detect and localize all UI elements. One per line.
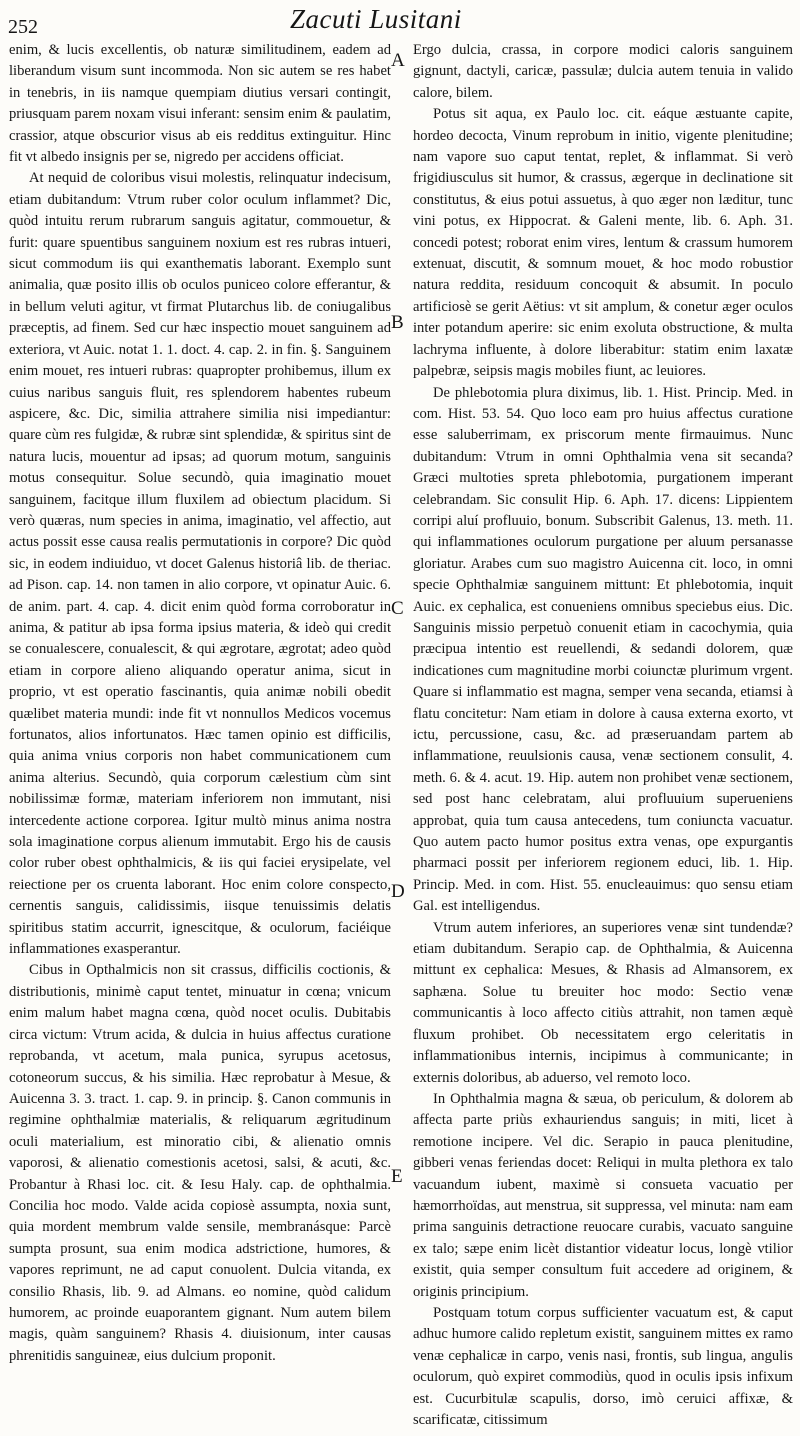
paragraph: Cibus in Opthalmicis non sit crassus, difficilis coctionis, & distributionis, minimè caput tentet, minuatur in cœna; vnicum enim malum habet magna cœna, quòd nocet oculis. Dubitabis circa victum: Vtrum acida, & dulcia in huius affectus curatione reprobanda, vt acetum, mala punica, syrupus acetosus, cotoneorum succus, & his similia. Hæc reprobatur à Mesue, & Auicenna 3. 3. tract. 1. cap. 9. in princip. §. Canon communis in regimine ophthalmiæ materialis, & reliquarum ægritudinum oculi materialium, est minoratio cibi, & alienatio omnis vaporosi, & alienatio comestionis acetosi, salsi, & acuti, &c. Probantur à Rhasi loc. cit. & Iesu Haly. cap. de ophthalmia. Concilia hoc modo. Valde acida copiosè assumpta, noxia sunt, quia mordent membrum valde sensile, membranásque: Parcè sumpta prosunt, sua enim modica adstrictione, humores, & vapores reprimunt, ne ad caput conuolent. Dulcia vitanda, ex consilio Rhasis, lib. 9. ad Almans. eo nomine, quòd calidum humorem, ac proinde euaporantem gignant. Num autem bilem magis, quàm sanguinem? Rhasis 4. diuisionum, inter causas phrenitidis sanguineæ, eius dulcium proponit. bbox=[9, 962, 391, 1364]
margin-letter-c: C bbox=[391, 598, 404, 619]
paragraph: enim, & lucis excellentis, ob naturæ similitudinem, eadem ad liberandum visum sunt incommoda. Non sic autem se res habet in tenebris, in iis namque quempiam diutius versari contingit, priusquam parem noxam visui inferant: sensim enim & paulatim, crassior, atque obscurior visus ab eis redditus extinguitur. Hinc fit vt albedo insignis per se, nigredo per accidens officiat. bbox=[9, 42, 391, 166]
page-header bbox=[0, 0, 800, 44]
paragraph: At nequid de coloribus visui molestis, relinquatur indecisum, etiam dubitandum: Vtrum ruber color oculum inflammet? Dic, quòd intuitu rerum rubrarum sanguis agitatur, commouetur, & furit: quare spuentibus sanguinem noxium est res rubras intueri, sicut commodum iis qui exanthematis laborant. Exemplo sunt animalia, quæ posito illis ob oculos puniceo colore efferantur, & in bellum veluti agitur, vt firmat Plutarchus lib. de coniugalibus præceptis, ad finem. Sed cur hæc inspectio mouet sanguinem ad exteriora, vt Auic. notat 1. 1. doct. 4. cap. 2. in fin. §. Sanguinem enim mouet, res intueri rubras: quapropter prohibemus, illum ex cuius naribus sanguis fluit, res splendorem habentes rubeum aspicere, &c. Dic, similia attrahere similia nisi impediantur: quare cùm res fulgidæ, & rubræ sint splendidæ, & spiritus sint de natura lucis, mouentur ad ipsas; ad quorum motum, sanguinis motus consequitur. Solue secundò, quia imaginatio mouet sanguinem, facitque illum fluxilem ad obiectum placidum. Si verò quæras, num species in anima, imaginatio, vel affectio, aut actus possit esse causa realis permutationis in corpore? Dic quòd sic, in eodem indiuiduo, vt docet Galenus historiâ lib. de theriac. ad Pison. cap. 14. non tamen in alio corpore, vt opinatur Auic. 6. de anim. part. 4. cap. 4. dicit enim quòd forma corroboratur in anima, & patitur ab ipsa forma ipsius materia, & ideò qui credit se conualescere, conualescit, & qui ægrotare, ægrotat; adeo quòd etiam in corpore alieno aliquando operatur anima, sicut in proprio, vt est operatio fascinantis, quia animæ nobili obedit quælibet materia mundi: inde fit vt nonnullos Medicos vocemus fortunatos, alios infortunatos. Hæc tamen opinio est difficilis, quia anima vnius corporis non habet communicationem cum anima alterius. Secundò, quia corporum cælestium cùm sint nobilissimæ formæ, materiam inferiorem non immutant, nisi intercedente actione corporea. Igitur multò minus anima nostra sola imaginatione corpus alienum immutabit. Ergo his de causis color ruber obest ophthalmicis, & iis qui faciei erysipelate, vel reiectione per os cruenta laborant. Hoc enim colore conspecto, cernentis sanguis, calidissimis, iisque tenuissimis delatis spiritibus statim accurrit, ignescitque, & oculorum, faciéique inflammationes exasperantur. bbox=[9, 170, 391, 958]
paragraph: Postquam totum corpus sufficienter vacuatum est, & caput adhuc humore calido repletum existit, sanguinem mittes ex ramo venæ cephalicæ in carpo, venis nasi, frontis, sub lingua, angulis oculorum, quò expiret commodiùs, quod in oculis ipsis infixum est. Cucurbitulæ scapulis, dorso, imò ceruici affixæ, & scarificatæ, citissimum bbox=[413, 1304, 793, 1428]
paragraph: Potus sit aqua, ex Paulo loc. cit. eáque æstuante capite, hordeo decocta, Vinum reprobum in initio, vigente plenitudine; nam vapore suo caput tentat, replet, & inflammat. Si verò frigidiusculus sit humor, & crassus, ægerque in declinatione sit constitutus, & eius potui assuetus, à quo æger non læditur, tunc vini potus, ex Hippocrat. & Galeni mente, lib. 6. Aph. 31. concedi potest; roborat enim vires, lentum & crassum humorem extenuat, discutit, & somnum mouet, & hoc modo robustior natura reddita, residuum concoquit & absumit. In poculo artificiosè se gerit Aëtius: vt sit amplum, & conetur æger oculos inter potandum aperire: sic enim exoluta obstructione, & multa lachryma influente, à dolore liberabitur: statim enim laxatæ palpebræ, seipsis magis mobiles fiunt, ac leuiores. bbox=[413, 106, 793, 380]
right-column bbox=[413, 40, 793, 1430]
paragraph: In Ophthalmia magna & sæua, ob periculum, & dolorem ab affecta parte priùs exhauriendus sanguis; in miti, licet à remotione incipere. Vel dic. Serapio in pauca plenitudine, gibberi venas feriendas docet: Reliqui in multa plethora ex talo vacuandum iubent, maximè si consueta vacuatio per hæmorrhoïdas, aut menstrua, sit suppressa, vel minuta: nam eam prima sanguinis detractione reuocare curabis, vacuato sanguine ex talo; sæpe enim licèt distantior videatur locus, longè vtilior existit, quia semper consultum fuit accedere ad originem, & originis principium. bbox=[413, 1090, 793, 1300]
running-title: Zacuti Lusitani bbox=[290, 4, 462, 34]
margin-letter-d: D bbox=[391, 881, 405, 902]
margin-letter-a: A bbox=[391, 50, 405, 71]
margin-letter-b: B bbox=[391, 312, 404, 333]
left-column bbox=[9, 40, 391, 1430]
paragraph: Vtrum autem inferiores, an superiores venæ sint tundendæ? etiam dubitandum. Serapio cap. de Ophthalmia, & Auicenna mittunt ex cephalica: Mesues, & Rhasis ad Almansorem, ex saphæna. Solue tu breuiter hoc modo: Sectio venæ communicantis à loco affecto citiùs attrahit, non tamen æquè fluxum prohibet. Ob necessitatem ergo celeritatis in inflammationibus internis, incipimus à communicante; in externis doloribus, ab aduerso, vel remoto loco. bbox=[413, 919, 793, 1086]
margin-letter-e: E bbox=[391, 1166, 403, 1187]
paragraph: Ergo dulcia, crassa, in corpore modici caloris sanguinem gignunt, dactyli, caricæ, passulæ; dulcia autem tenuia in valido calore, bilem. bbox=[413, 42, 793, 101]
page-number: 252 bbox=[8, 16, 38, 38]
paragraph: De phlebotomia plura diximus, lib. 1. Hist. Princip. Med. in com. Hist. 53. 54. Quo loco eam pro huius affectus curatione esse saluberrimam, ex priscorum mente firmauimus. Nunc dubitandum: Vtrum in omni Ophthalmia vena sit secanda? Græci multoties spreta phlebotomia, purgationem imperant celebrandam. Sic consulit Hip. 6. Aph. 17. dicens: Lippientem corripi aluí profluuio, bonum. Subscribit Galenus, 13. meth. 11. qui inflammationes oculorum purgatione per aluum persanasse gloriatur. Arabes cum suo magistro Auicenna cit. loco, in omni specie Ophthalmiæ sanguinem mittunt: Et phlebotomia, inquit Auic. ex cephalica, est conueniens omnibus speciebus eius. Dic. Sanguinis missio perpetuò conuenit etiam in cacochymia, quia præcipua intentio est reuellendi, & sedandi dolorem, quæ indicationes cum magnitudine morbi coiunctæ plurimum vrgent. Quare si inflammatio est magna, semper vena secanda, etiamsi à flatu concitetur: Nam etiam in dolore à causa externa exorto, vt ictu, percussione, casu, &c. ad præseruandam partem ab inflammatione, reuulsionis causa, venæ sectionem consulit, 4. meth. 6. & 4. acut. 19. Hip. autem non prohibet venæ sectionem, sed post hanc celebratam, alui profluuium superueniens approbat, quia tum causa antecedens, tum coniuncta vacuatur. Quo autem pacto humor positus extra venas, ope expurgantis pharmaci possit per inferiorem regionem educi, lib. 1. Hip. Princip. Med. in com. Hist. 55. enucleauimus: quo sensu etiam Gal. est intelligendus. bbox=[413, 384, 793, 915]
